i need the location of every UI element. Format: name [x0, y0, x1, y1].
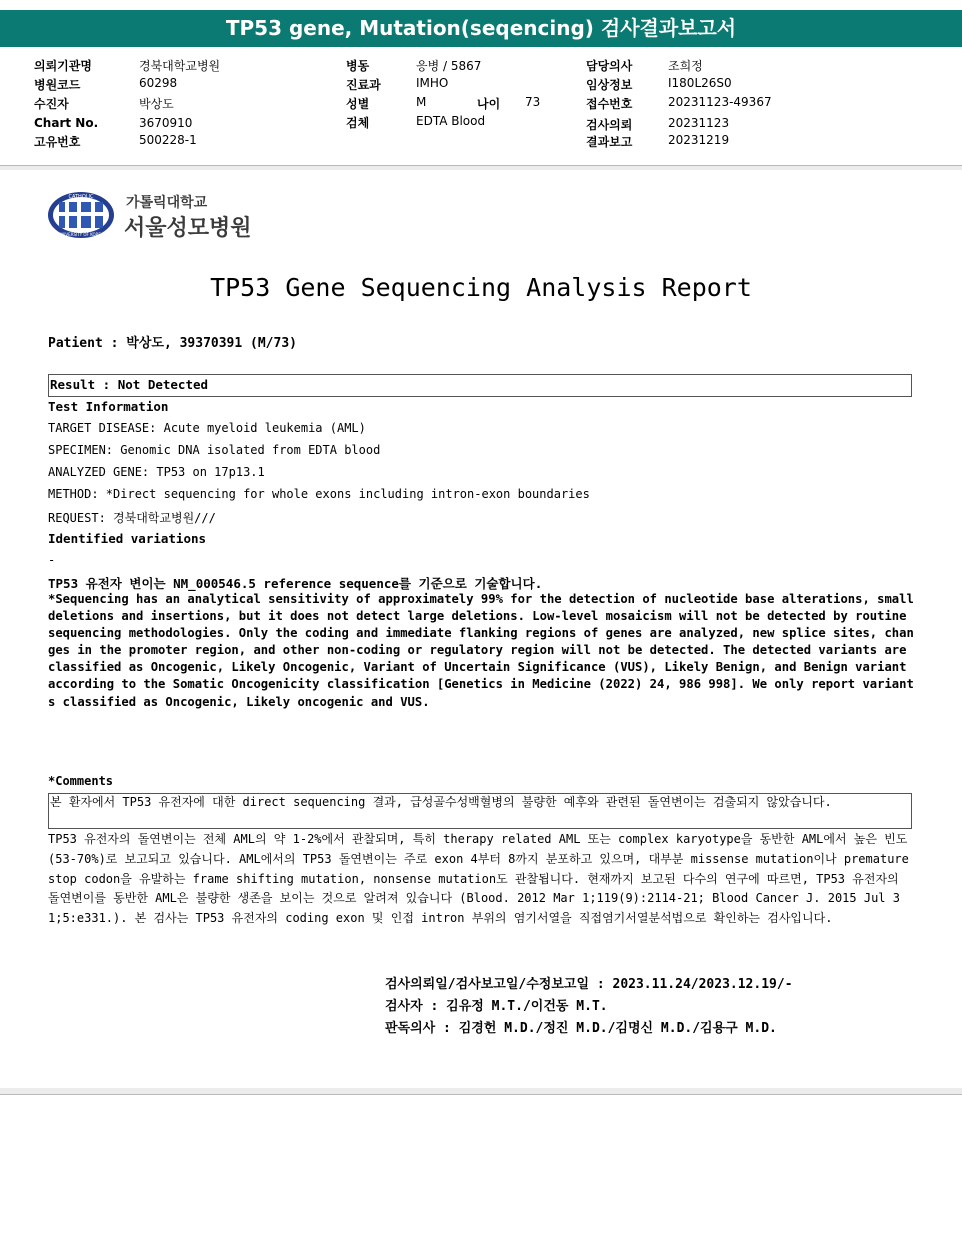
target-disease: TARGET DISEASE: Acute myeloid leukemia (AML) — [48, 421, 366, 435]
divider-shadow — [0, 166, 962, 170]
field-label: 의뢰기관명 — [34, 59, 92, 73]
comments-heading: *Comments — [48, 774, 114, 788]
field-label: 결과보고 — [586, 135, 633, 149]
field-value: M — [416, 95, 427, 109]
field-value: 경북대학교병원 — [139, 59, 221, 73]
field-value: 3670910 — [139, 116, 193, 130]
field-value: 박상도 — [139, 97, 174, 111]
logo-ring-top: CATHOLIC — [68, 194, 94, 200]
field-value: 20231123-49367 — [668, 95, 772, 109]
report-title: TP53 Gene Sequencing Analysis Report — [210, 273, 752, 302]
field-value: 60298 — [139, 76, 178, 90]
test-info-heading: Test Information — [48, 399, 169, 414]
field-label: 접수번호 — [586, 97, 633, 111]
comment-body: TP53 유전자의 돌연변이는 전체 AML의 약 1-2%에서 관찰되며, 특히 therapy related AML 또는 complex karyotype을 동반한 AML에서 높은 빈도(53-70%)로 보고되고 있습니다. AML에서의 TP53 돌연변이는 주로 exon 4부터 8까지 분포하고 있으며, 대부분 missense mutation이나 premature stop codon을 유발하는 frame shifting mutation, nonsense mutation도 관찰됩니다. 현재까지 보고된 다수의 연구에 따르면, TP53 유전자의 돌연변이를 동반한 AML은 불량한 생존을 보이는 것으로 알려져 있습니다 (Blood. 2012 Mar 1;119(9):2114-21; Blood Cancer J. 2015 Jul 31;5:e331.). 본 검사는 TP53 유전자의 coding exon 및 인접 intron 부위의 염기서열을 직접염기서열분석법으로 확인하는 검사입니다. — [48, 832, 909, 926]
field-value: 20231123 — [668, 116, 730, 130]
specimen: SPECIMEN: Genomic DNA isolated from EDTA blood — [48, 443, 381, 457]
analyzed-gene: ANALYZED GENE: TP53 on 17p13.1 — [48, 465, 265, 479]
field-label: 성별 — [346, 97, 370, 111]
field-label: Chart No. — [34, 116, 99, 130]
field-value: EDTA Blood — [416, 114, 486, 128]
patient-line: Patient : 박상도, 39370391 (M/73) — [48, 336, 297, 351]
field-value: 500228-1 — [139, 133, 197, 147]
disclaimer: *Sequencing has an analytical sensitivity of approximately 99% for the detection of nucleotide base alterations, small deletions and insertions, but it does not detect large deletions. Low-level mosaicism will not be detected by routine sequencing methodologies. Only the coding and immediate flanking regions of genes are analyzed, new splice sites, changes in the promoter region, and other non-coding or regulatory region will not be detected. The detected variants are classified as Oncogenic, Likely Oncogenic, Variant of Uncertain Significance (VUS), Likely Benign, and Benign variant according to the Somatic Oncogenicity classification [Genetics in Medicine (2022) 24, 986 998]. We only report variants classified as Oncogenic, Likely oncogenic and VUS. — [48, 592, 914, 709]
field-label: 수진자 — [34, 97, 69, 111]
variations-value: - — [48, 553, 56, 567]
field-label: 검사의뢰 — [586, 118, 633, 132]
field-value: 20231219 — [668, 133, 730, 147]
comment-box-text: 본 환자에서 TP53 유전자에 대한 direct sequencing 결과, 급성골수성백혈병의 불량한 예후와 관련된 돌연변이는 검출되지 않았습니다. — [50, 795, 832, 809]
logo-ring-bottom: UNIVERSITY OF KOREA — [58, 232, 104, 237]
field-label: 임상정보 — [586, 78, 633, 92]
result-text: Result : Not Detected — [50, 377, 209, 392]
report-header-title: TP53 gene, Mutation(seqencing) 검사결과보고서 — [0, 10, 962, 47]
signature-dates: 검사의뢰일/검사보고일/수정보고일 : 2023.11.24/2023.12.19/- — [385, 977, 793, 992]
method: METHOD: *Direct sequencing for whole exons including intron-exon boundaries — [48, 487, 590, 501]
signature-tester: 검사자 : 김유정 M.T./이건동 M.T. — [385, 999, 608, 1014]
footer-divider — [0, 1094, 962, 1095]
variations-heading: Identified variations — [48, 531, 207, 546]
field-label: 검체 — [346, 116, 370, 130]
field-value: 73 — [525, 95, 541, 109]
field-label: 병원코드 — [34, 78, 81, 92]
field-value: 응병 / 5867 — [416, 59, 482, 73]
request: REQUEST: 경북대학교병원/// — [48, 511, 216, 525]
field-label: 병동 — [346, 59, 370, 73]
signature-physicians: 판독의사 : 김경헌 M.D./정진 M.D./김명신 M.D./김용구 M.D. — [385, 1021, 777, 1036]
field-label: 나이 — [477, 97, 501, 111]
reference-note: TP53 유전자 변이는 NM_000546.5 reference sequence를 기준으로 기술합니다. — [48, 576, 543, 591]
logo-university-text: 가톨릭대학교 — [126, 195, 208, 211]
field-value: I180L26S0 — [668, 76, 732, 90]
logo-hospital-text: 서울성모병원 — [124, 216, 252, 241]
field-label: 고유번호 — [34, 135, 81, 149]
field-value: IMHO — [416, 76, 449, 90]
field-value: 조희정 — [668, 59, 703, 73]
field-label: 담당의사 — [586, 59, 633, 73]
field-label: 진료과 — [346, 78, 381, 92]
